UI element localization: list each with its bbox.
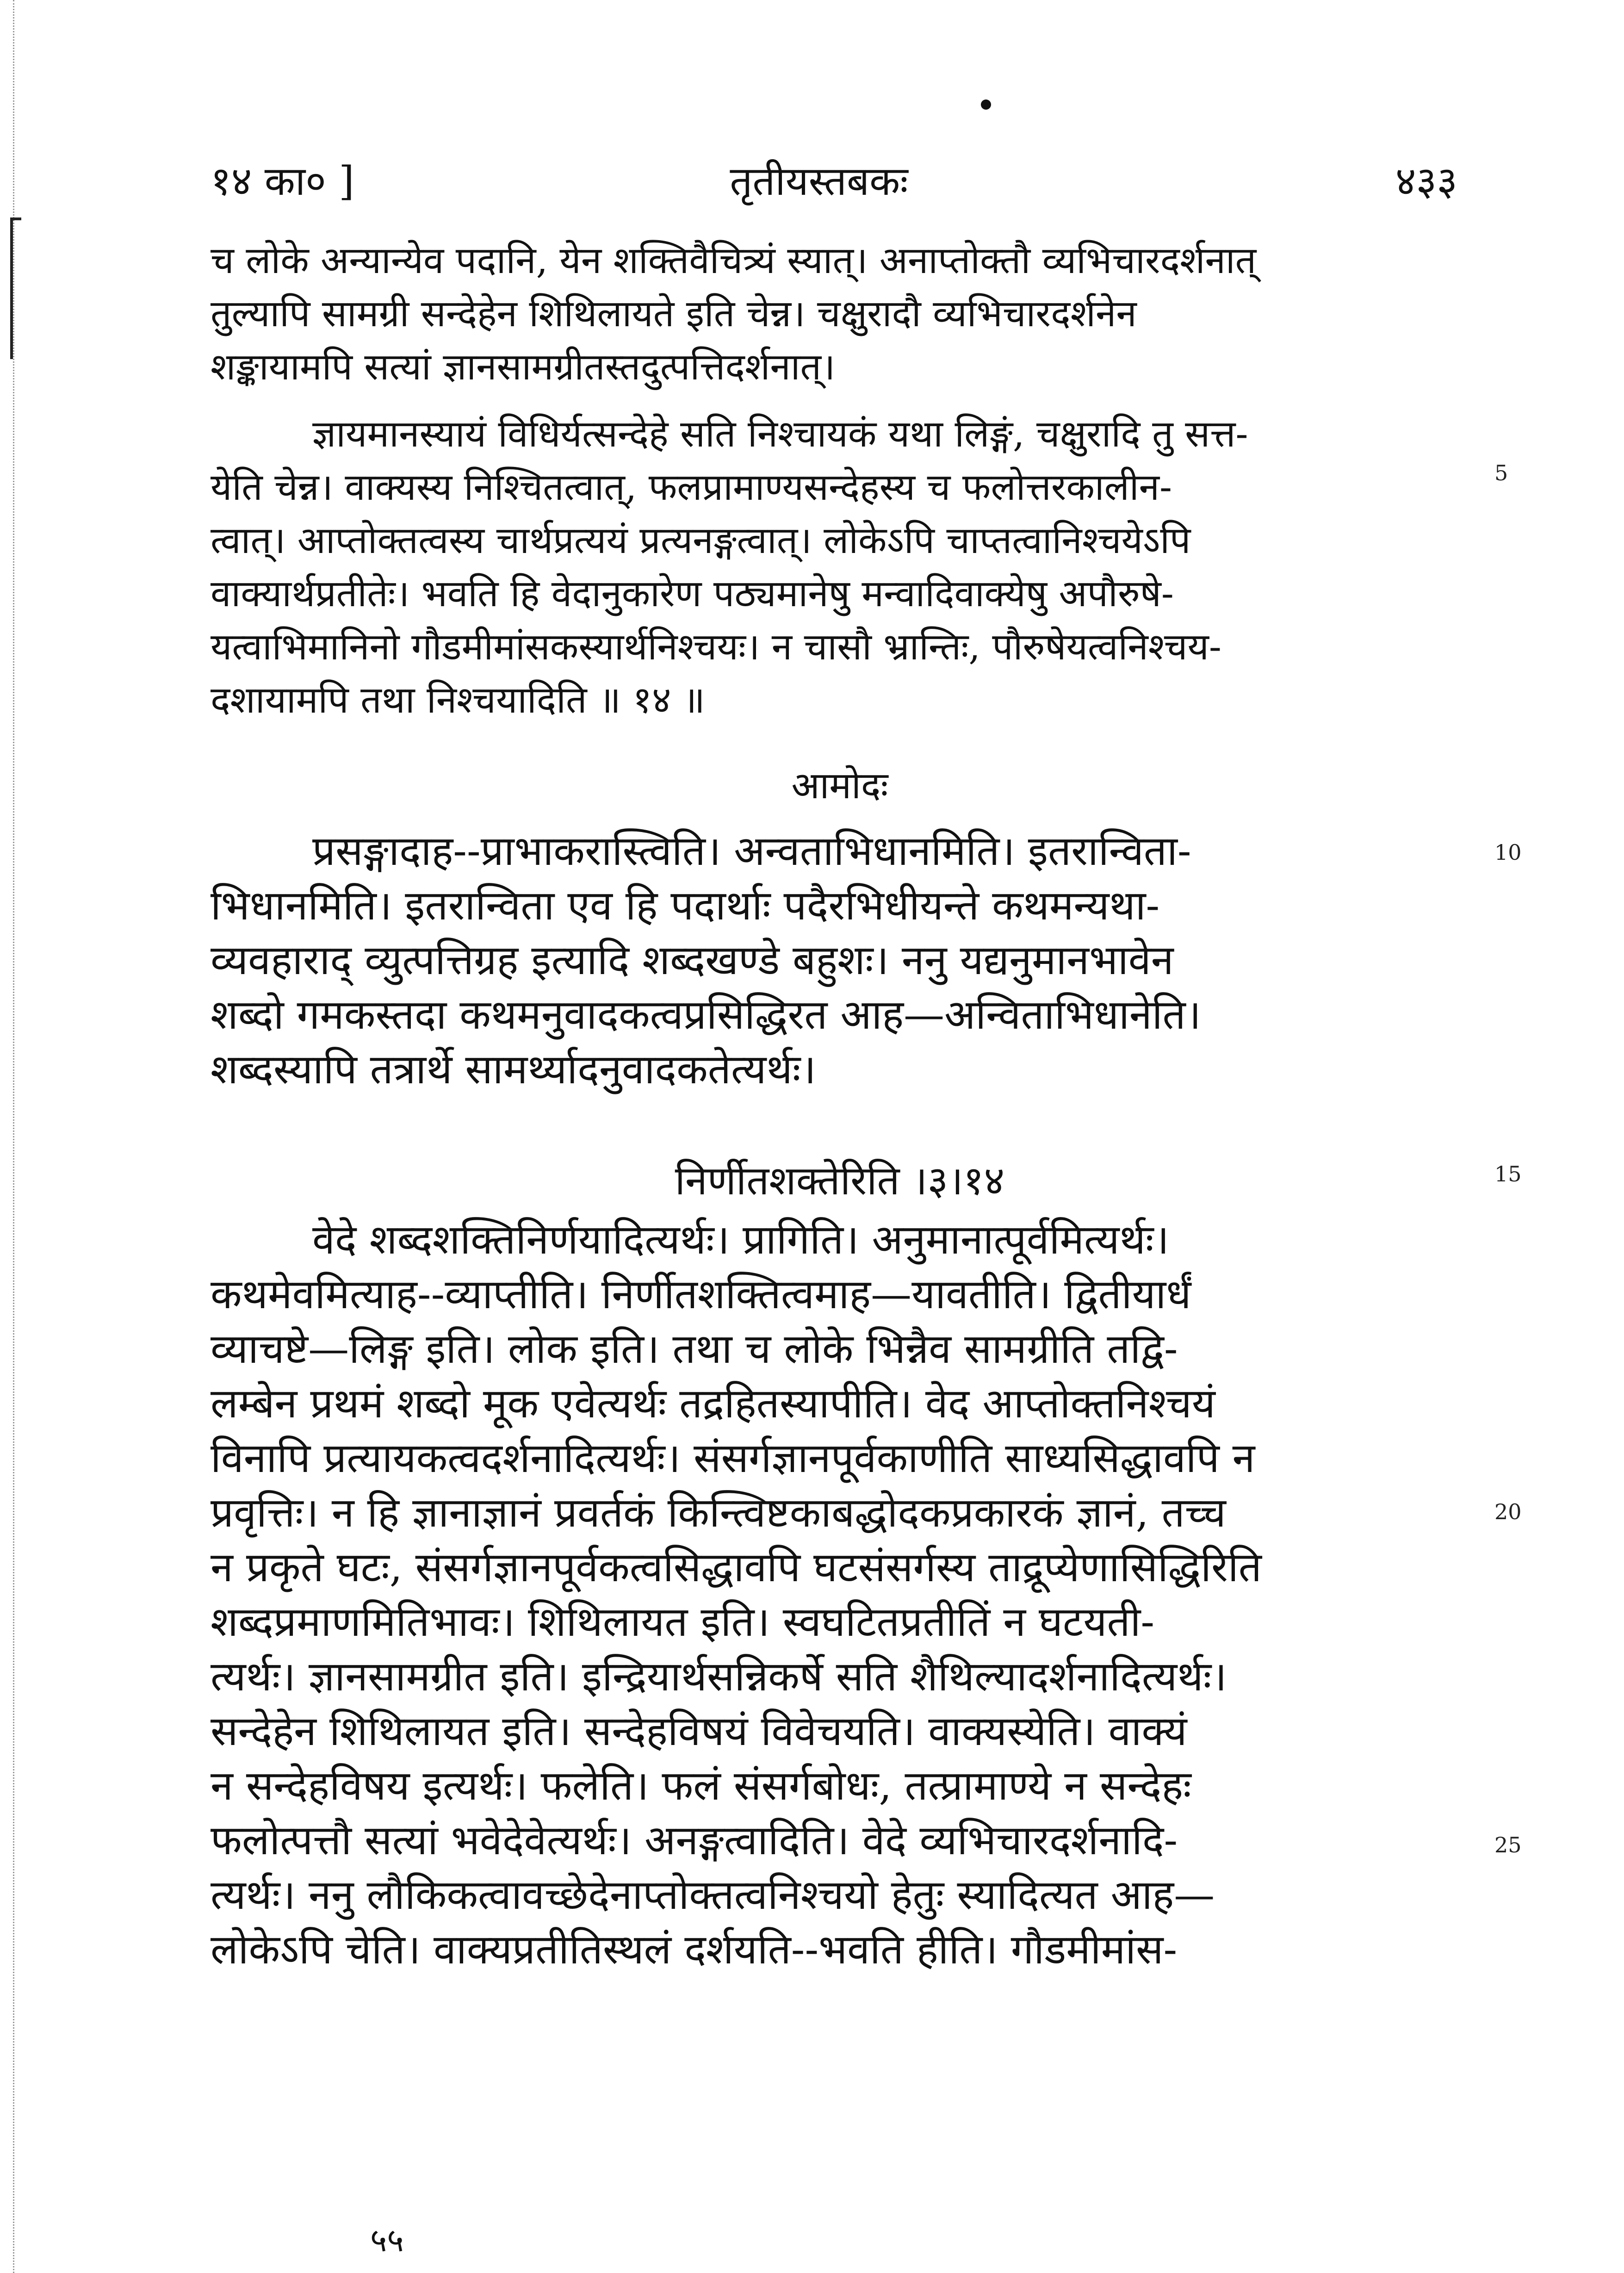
mula-line: च लोके अन्यान्येव पदानि, येन शक्तिवैचित्र्यं स्यात्। अनाप्तोक्तौ व्यभिचारदर्शनात् [211, 239, 1257, 282]
commentary-line: सन्देहेन शिथिलायत इति। सन्देहविषयं विवेचयति। वाक्यस्येति। वाक्यं [211, 1707, 1187, 1755]
commentary-line: वेदे शब्दशक्तिनिर्णयादित्यर्थः। प्रागिति। अनुमानात्पूर्वमित्यर्थः। [312, 1216, 1169, 1263]
commentary-line: शब्दो गमकस्तदा कथमनुवादकत्वप्रसिद्धिरत आह—अन्विताभिधानेति। [211, 991, 1202, 1038]
commentary-line: विनापि प्रत्यायकत्वदर्शनादित्यर्थः। संसर्गज्ञानपूर्वकाणीति साध्यसिद्धावपि न [211, 1434, 1255, 1482]
mula-line: दशायामपि तथा निश्चयादिति ॥ १४ ॥ [211, 678, 705, 721]
commentary-line: भिधानमिति। इतरान्विता एव हि पदार्थाः पदैरभिधीयन्ते कथमन्यथा- [211, 882, 1160, 929]
running-header-left: १४ का० ] [211, 158, 354, 205]
commentary-line: व्यवहाराद् व्युत्पत्तिग्रह इत्यादि शब्दखण्डे बहुशः। ननु यद्यनुमानभावेन [211, 936, 1174, 984]
commentary-line: कथमेवमित्याह--व्याप्तीति। निर्णीतशक्तित्वमाह—यावतीति। द्वितीयार्धं [211, 1270, 1191, 1318]
pratika-heading: निर्णीतशक्तेरिति ।३।१४ [675, 1158, 1005, 1204]
ink-dot-mark [981, 99, 991, 110]
commentary-line: त्यर्थः। ज्ञानसामग्रीत इति। इन्द्रियार्थसन्निकर्षे सति शैथिल्यादर्शनादित्यर्थः। [211, 1652, 1227, 1700]
commentary-line: व्याचष्टे—लिङ्ग इति। लोक इति। तथा च लोके भिन्नैव सामग्रीति तद्वि- [211, 1325, 1178, 1372]
running-header-title: तृतीयस्तबकः [730, 158, 908, 205]
commentary-line: त्यर्थः। ननु लौकिकत्वावच्छेदेनाप्तोक्तत्वनिश्चयो हेतुः स्यादित्यत आह— [211, 1871, 1215, 1919]
commentary-line: प्रवृत्तिः। न हि ज्ञानाज्ञानं प्रवर्तकं किन्त्विष्टकाबद्धोदकप्रकारकं ज्ञानं, तच्च [211, 1489, 1226, 1536]
line-number-20: 20 [1494, 1499, 1522, 1524]
commentary-title: आमोदः [791, 764, 888, 807]
commentary-line: शब्दप्रमाणमितिभावः। शिथिलायत इति। स्वघटितप्रतीतिं न घटयती- [211, 1598, 1155, 1646]
commentary-line: न सन्देहविषय इत्यर्थः। फलेति। फलं संसर्गबोधः, तत्प्रामाण्ये न सन्देहः [211, 1762, 1191, 1809]
commentary-line: लम्बेन प्रथमं शब्दो मूक एवेत्यर्थः तद्रहितस्यापीति। वेद आप्तोक्तनिश्चयं [211, 1379, 1215, 1427]
commentary-line: न प्रकृते घटः, संसर्गज्ञानपूर्वकत्वसिद्धावपि घटसंसर्गस्य ताद्रूप्येणासिद्धिरिति [211, 1543, 1262, 1591]
mula-line: तुल्यापि सामग्री सन्देहेन शिथिलायते इति चेन्न। चक्षुरादौ व्यभिचारदर्शनेन [211, 292, 1137, 335]
mula-line: वाक्यार्थप्रतीतेः। भवति हि वेदानुकारेण पठ्यमानेषु मन्वादिवाक्येषु अपौरुषे- [211, 572, 1174, 615]
mula-line: शङ्कायामपि सत्यां ज्ञानसामग्रीतस्तदुत्पत्तिदर्शनात्। [211, 345, 836, 388]
commentary-line: प्रसङ्गादाह--प्राभाकरास्त्विति। अन्वताभिधानमिति। इतरान्विता- [312, 827, 1191, 875]
commentary-line: शब्दस्यापि तत्रार्थे सामर्थ्यादनुवादकतेत्यर्थः। [211, 1045, 816, 1093]
mula-text-block [211, 234, 1469, 727]
line-number-5: 5 [1494, 460, 1508, 485]
commentary-line: लोकेऽपि चेति। वाक्यप्रतीतिस्थलं दर्शयति--भवति हीति। गौडमीमांस- [211, 1925, 1178, 1973]
margin-bracket-mark [10, 217, 21, 359]
commentary-line: फलोत्पत्तौ सत्यां भवेदेवेत्यर्थः। अनङ्गत्वादिति। वेदे व्यभिचारदर्शनादि- [211, 1816, 1178, 1864]
commentary-block-a [211, 824, 1469, 1097]
mula-line: यत्वाभिमानिनो गौडमीमांसकस्यार्थनिश्चयः। न चासौ भ्रान्तिः, पौरुषेयत्वनिश्चय- [211, 625, 1221, 668]
mula-line: येति चेन्न। वाक्यस्य निश्चितत्वात्, फलप्रामाण्यसन्देहस्य च फलोत्तरकालीन- [211, 466, 1172, 509]
signature-mark: ५५ [370, 2221, 404, 2259]
page-number: ४३३ [1395, 158, 1457, 205]
mula-line: ज्ञायमानस्यायं विधिर्यत्सन्देहे सति निश्चायकं यथा लिङ्गं, चक्षुरादि तु सत्त- [312, 412, 1248, 455]
commentary-block-b [211, 1212, 1469, 1977]
mula-line: त्वात्। आप्तोक्तत्वस्य चार्थप्रत्ययं प्रत्यनङ्गत्वात्। लोकेऽपि चाप्तत्वानिश्चयेऽपि [211, 519, 1191, 562]
line-number-10: 10 [1494, 840, 1522, 865]
line-number-15: 15 [1494, 1161, 1522, 1186]
line-number-25: 25 [1494, 1832, 1522, 1857]
